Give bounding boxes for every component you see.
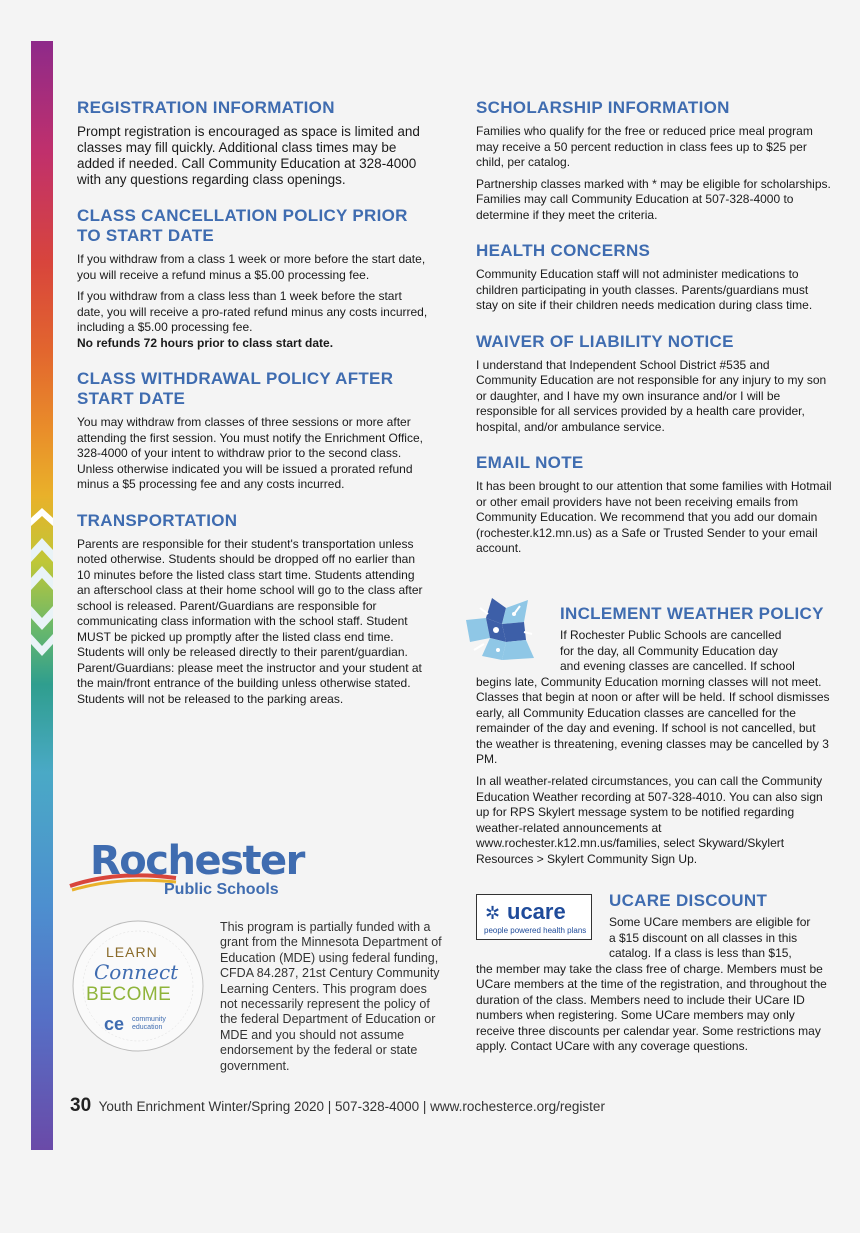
- cancellation-section: [77, 206, 431, 351]
- grant-disclaimer: This program is partially funded with a grant from the Minnesota Department of Education (MDE) using federal funding, CFDA 84.287, 21st Century Community Learning Centers. This program does not necessarily represent the policy of the federal Department of Education or MDE and you should not assume endorsement by the federal or state government.: [220, 920, 442, 1073]
- ucare-logo-tagline: people powered health plans: [484, 926, 587, 935]
- scholarship-text-2: Partnership classes marked with * may be eligible for scholarships. Families may call Community Education at 507-328-4000 to determine if they meet the criteria.: [476, 176, 831, 222]
- transportation-heading: TRANSPORTATION: [77, 510, 238, 530]
- chevron-decoration-icon: [31, 508, 53, 658]
- withdrawal-section: [77, 369, 431, 493]
- seal-become: BECOME: [86, 984, 172, 1005]
- withdrawal-text: You may withdraw from classes of three sessions or more after attending the first session. You must notify the Enrichment Office, 328-4000 of your intent to withdraw prior to the second class. Unless otherwise indicated you will be issued a prorated refund minus a $5 processing fee and any costs incurred.: [77, 415, 423, 491]
- ucare-text-line-2: a $15 discount on all classes in this: [609, 930, 798, 945]
- email-text: It has been brought to our attention that some families with Hotmail or other email providers have not been receiving emails from Community Education. We recommend that you add our domain (rochester.k12.mn.us) as a Safe or Trusted Sender to your email account.: [476, 479, 832, 555]
- seal-learn: LEARN: [106, 944, 158, 960]
- transportation-section: [77, 511, 431, 708]
- weather-text-line-2: for the day, all Community Education day: [560, 643, 778, 658]
- cancellation-text-2: If you withdraw from a class less than 1 week before the start date, you will receive a pro-rated refund minus any costs incurred, including a $5.00 processing fee.: [77, 289, 428, 334]
- ucare-text: the member may take the class free of charge. Members must be UCare members at the time of the registration, and throughout the duration of the class. Members need to include their UCare ID numbers when registering. Some UCare members may only receive three discounts per calendar year. Some restrictions may apply. Contact UCare with any coverage questions.: [476, 961, 827, 1053]
- scholarship-section: [476, 98, 832, 223]
- registration-text: Prompt registration is encouraged as space is limited and classes may fill quickly. Additional class times may be added if needed. Call Community Education at 328-4000 with any questions regarding class openings.: [77, 124, 420, 187]
- cancellation-text-1: If you withdraw from a class 1 week or more before the start date, you will receive a refund minus a $5.00 processing fee.: [77, 252, 426, 282]
- scholarship-heading: SCHOLARSHIP INFORMATION: [476, 98, 730, 117]
- waiver-heading: WAIVER OF LIABILITY NOTICE: [476, 331, 734, 351]
- ucare-star-icon: ✲: [485, 903, 501, 923]
- logo-subtitle: Public Schools: [164, 881, 279, 898]
- ucare-logo: [476, 894, 592, 940]
- weather-text-2: In all weather-related circumstances, you can call the Community Education Weather recording at 507-328-4010. You can also sign up for RPS Skylert message system to be notified regarding weather-related announcements at www.rochester.k12.mn.us/families, select Skyward/Skylert Resources > Skylert Community Sign Up.: [476, 774, 823, 866]
- weather-text-line-1: If Rochester Public Schools are cancelled: [560, 628, 782, 642]
- ucare-text-line-3: catalog. If a class is less than $15,: [609, 946, 792, 960]
- waiver-section: [476, 332, 832, 436]
- cancellation-heading: CLASS CANCELLATION POLICY PRIOR TO START DATE: [77, 206, 408, 245]
- health-text: Community Education staff will not administer medications to children participating in youth classes. Parents/guardians must stay on site if their children needs medication during class time.: [476, 267, 813, 312]
- email-heading: EMAIL NOTE: [476, 453, 584, 472]
- page-footer: [70, 1095, 605, 1117]
- left-column: [77, 98, 431, 725]
- footer-text: Youth Enrichment Winter/Spring 2020 | 507-328-4000 | www.rochesterce.org/register: [98, 1099, 605, 1114]
- page-number: 30: [70, 1095, 92, 1116]
- rochester-logo: [68, 840, 328, 902]
- snowflake-icon: [462, 594, 546, 666]
- registration-section: [77, 98, 431, 188]
- logo-wordmark: Rochester: [90, 838, 304, 884]
- health-heading: HEALTH CONCERNS: [476, 241, 651, 260]
- transportation-text: Parents are responsible for their student's transportation unless noted otherwise. Students should be dropped off no earlier than 10 minutes before the listed class start time. Students attending an afterschool class at their home school will go to the class after school is released. Parent/Guardians are responsible for communicating class information with the school staff. Student MUST be picked up promptly after the listed class end time. Students will only be released directly to their parent/guardian. Parent/Guardians: please meet the instructor and your student at the main/front entrance of the building unless otherwise stated. Students will not be released to the parking areas.: [77, 536, 423, 706]
- seal-ce-text: community education: [132, 1016, 166, 1031]
- scholarship-text-1: Families who qualify for the free or reduced price meal program may receive a 50 percent reduction in class fees up to $25 per child, per catalog.: [476, 124, 813, 169]
- health-section: [476, 241, 832, 314]
- ucare-text-line-1: Some UCare members are eligible for: [609, 915, 811, 929]
- community-learning-seal: [70, 918, 206, 1054]
- weather-text-1: begins late, Community Education morning classes will not meet. Classes that begin at noon or after will be held. If school dismisses early, all Community Education classes are cancelled for the remainder of the day and evening. If school is not cancelled, but the weather is threatening, evening classes may be cancelled by 3 PM.: [476, 674, 830, 766]
- registration-heading: REGISTRATION INFORMATION: [77, 98, 335, 117]
- weather-heading: INCLEMENT WEATHER POLICY: [560, 604, 824, 623]
- seal-ce-mark: ce: [104, 1014, 125, 1034]
- seal-connect: Connect: [94, 960, 179, 984]
- cancellation-no-refunds: No refunds 72 hours prior to class start date.: [77, 335, 334, 350]
- email-section: [476, 453, 832, 557]
- withdrawal-heading: CLASS WITHDRAWAL POLICY AFTER START DATE: [77, 369, 394, 408]
- ucare-logo-word: ucare: [507, 899, 566, 924]
- waiver-text: I understand that Independent School District #535 and Community Education are not responsible for any injury to my son or daughter, and I have my own insurance and/or I will be responsible for all services provided by a health care provider, hospital, and/or ambulance service.: [476, 357, 827, 434]
- right-column: [476, 98, 832, 575]
- ucare-heading: UCARE DISCOUNT: [609, 891, 768, 910]
- weather-text-line-3: and evening classes are cancelled. If school: [560, 659, 795, 673]
